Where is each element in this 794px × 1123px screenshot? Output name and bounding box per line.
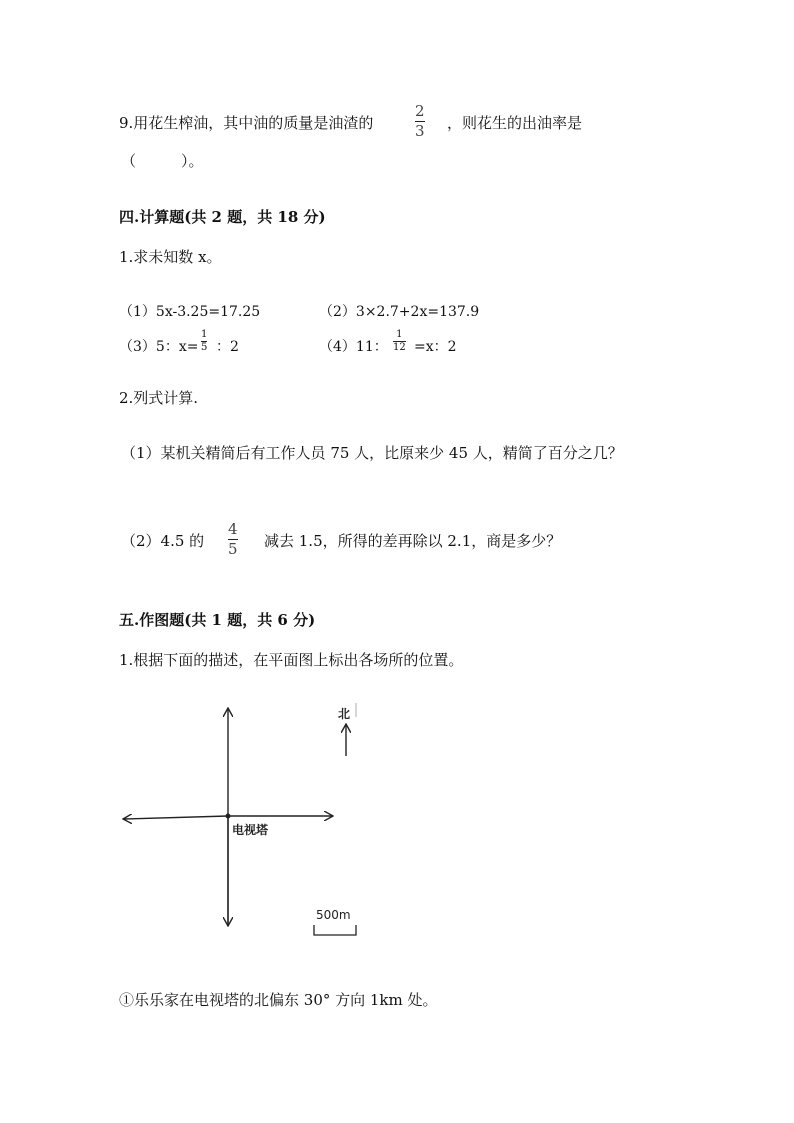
part2-fraction-denominator: 5 [228,540,238,558]
north-label: 北 [338,707,351,721]
section5-sub1: ①乐乐家在电视塔的北偏东 30° 方向 1km 处。 [119,991,438,1009]
part2-fraction-numerator: 4 [228,520,238,538]
q9-fraction-numerator: 2 [415,102,425,120]
west-axis [124,816,228,819]
scale-bar [314,925,356,935]
section4-q2-part1: （1）某机关精简后有工作人员 75 人，比原来少 45 人，精简了百分之几？ [121,444,623,462]
equation-4-numerator: 1 [396,329,403,340]
equation-1: （1）5x-3.25=17.25 [119,304,261,320]
section5-title: 五.作图题(共 1 题，共 6 分) [119,611,316,629]
q9-answer-blank[interactable]: （ ）。 [121,152,204,170]
equation-4-fraction [393,330,406,353]
equation-3-fraction [201,330,207,353]
map-diagram [110,695,380,945]
q9-fraction-denominator: 3 [415,122,425,140]
section4-q2-part2-after: 减去 1.5，所得的差再除以 2.1，商是多少？ [264,532,562,550]
q9-text-before: 9.用花生榨油，其中油的质量是油渣的 [119,114,374,132]
equation-4-before: （4）11： [319,339,388,355]
tv-tower-label: 电视塔 [232,823,269,837]
section4-q2-prompt: 2.列式计算. [119,389,199,407]
equation-3-denominator: 5 [201,342,208,353]
q9-fraction [415,104,425,139]
section4-q2-part2-fraction [228,522,238,557]
equation-4-denominator: 12 [393,342,406,353]
scale-label: 500m [316,908,351,922]
q9-text-after: ，则花生的出油率是 [447,114,583,132]
tv-tower-point [226,814,231,819]
equation-3-numerator: 1 [201,329,208,340]
equation-3-before: （3）5：x= [119,339,199,355]
equation-2: （2）3×2.7+2x=137.9 [319,304,480,320]
equation-3-after: ：2 [216,339,239,355]
section4-q1-prompt: 1.求未知数 x。 [119,248,222,266]
section5-q1-prompt: 1.根据下面的描述，在平面图上标出各场所的位置。 [119,651,464,669]
equation-4-after: =x：2 [414,339,457,355]
section4-title: 四.计算题(共 2 题，共 18 分) [119,208,326,226]
section4-q2-part2-before: （2）4.5 的 [121,532,205,550]
